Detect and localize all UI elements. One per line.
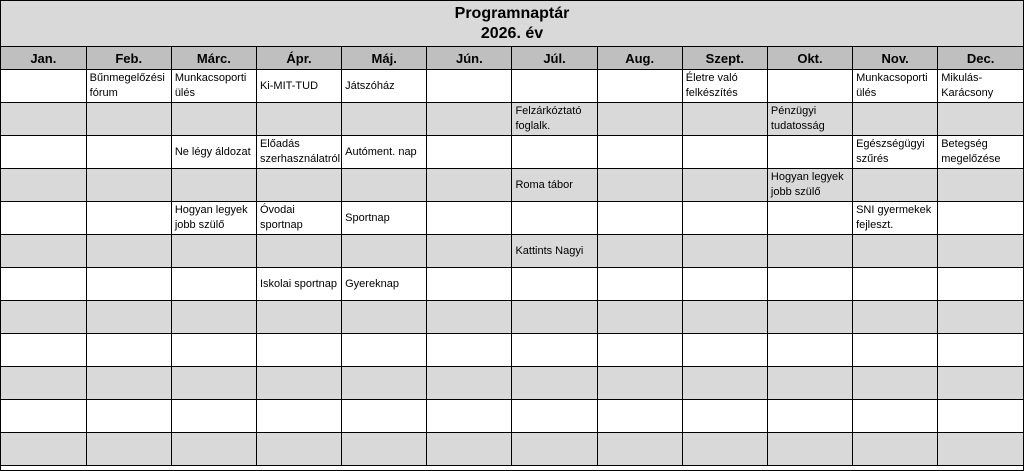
calendar-cell[interactable] <box>86 235 171 268</box>
calendar-cell[interactable]: SNI gyermekek fejleszt. <box>853 202 938 235</box>
calendar-cell[interactable] <box>597 400 682 433</box>
calendar-cell[interactable] <box>512 136 597 169</box>
calendar-cell[interactable] <box>767 202 852 235</box>
month-header: Szept. <box>682 47 767 70</box>
calendar-cell[interactable] <box>682 103 767 136</box>
calendar-cell[interactable] <box>86 103 171 136</box>
calendar-cell[interactable] <box>682 268 767 301</box>
calendar-cell[interactable] <box>342 235 427 268</box>
calendar-row <box>1 103 1023 136</box>
calendar-cell[interactable] <box>512 433 597 466</box>
calendar-cell[interactable] <box>86 400 171 433</box>
calendar-cell[interactable] <box>938 103 1023 136</box>
calendar-cell[interactable] <box>256 400 341 433</box>
calendar-cell[interactable]: Ki-MIT-TUD <box>256 70 341 103</box>
calendar-cell[interactable]: Gyereknap <box>342 268 427 301</box>
calendar-cell[interactable] <box>512 400 597 433</box>
month-header: Aug. <box>597 47 682 70</box>
calendar-cell[interactable] <box>938 169 1023 202</box>
calendar-cell[interactable] <box>597 169 682 202</box>
month-header: Nov. <box>853 47 938 70</box>
calendar-cell[interactable] <box>1 301 86 334</box>
calendar-cell[interactable] <box>767 136 852 169</box>
calendar-cell[interactable] <box>256 169 341 202</box>
calendar-cell[interactable] <box>1 367 86 400</box>
calendar-cell[interactable] <box>512 268 597 301</box>
calendar-cell[interactable] <box>171 367 256 400</box>
calendar-cell[interactable] <box>682 400 767 433</box>
calendar-cell[interactable] <box>597 202 682 235</box>
calendar-cell[interactable] <box>597 268 682 301</box>
month-header: Júl. <box>512 47 597 70</box>
calendar-cell[interactable]: Hogyan legyek jobb szülő <box>171 202 256 235</box>
calendar-cell[interactable] <box>512 367 597 400</box>
calendar-cell[interactable] <box>86 334 171 367</box>
calendar-cell[interactable] <box>597 136 682 169</box>
calendar-cell[interactable] <box>342 301 427 334</box>
calendar-row <box>1 400 1023 433</box>
calendar-cell[interactable] <box>427 169 512 202</box>
calendar-title: Programnaptár <box>454 5 570 22</box>
calendar-table <box>1 47 1023 466</box>
calendar-cell[interactable] <box>1 334 86 367</box>
calendar-cell[interactable]: Hogyan legyek jobb szülő <box>767 169 852 202</box>
calendar-cell[interactable]: Előadás szerhasználatról <box>256 136 341 169</box>
calendar-cell[interactable] <box>342 334 427 367</box>
calendar-cell[interactable] <box>342 400 427 433</box>
calendar-cell[interactable]: Felzárkóztató foglalk. <box>512 103 597 136</box>
calendar-cell[interactable] <box>767 235 852 268</box>
calendar-cell[interactable] <box>1 400 86 433</box>
calendar-cell[interactable] <box>767 70 852 103</box>
calendar-cell[interactable] <box>938 400 1023 433</box>
calendar-cell[interactable] <box>1 433 86 466</box>
calendar-cell[interactable] <box>853 367 938 400</box>
calendar-cell[interactable] <box>853 235 938 268</box>
calendar-cell[interactable] <box>256 235 341 268</box>
calendar-cell[interactable]: Sportnap <box>342 202 427 235</box>
calendar-cell[interactable] <box>597 235 682 268</box>
calendar-cell[interactable] <box>682 433 767 466</box>
calendar-cell[interactable] <box>171 400 256 433</box>
calendar-cell[interactable] <box>767 433 852 466</box>
calendar-cell[interactable] <box>427 433 512 466</box>
calendar-cell[interactable] <box>1 103 86 136</box>
calendar-cell[interactable] <box>171 334 256 367</box>
calendar-cell[interactable]: Mikulás-Karácsony <box>938 70 1023 103</box>
calendar-row <box>1 334 1023 367</box>
calendar-cell[interactable] <box>512 334 597 367</box>
calendar-cell[interactable] <box>342 169 427 202</box>
calendar-cell[interactable] <box>767 334 852 367</box>
calendar-cell[interactable]: Kattints Nagyi <box>512 235 597 268</box>
month-header: Jún. <box>427 47 512 70</box>
calendar-row <box>1 202 1023 235</box>
calendar-cell[interactable] <box>767 400 852 433</box>
calendar-cell[interactable] <box>256 433 341 466</box>
calendar-cell[interactable]: Autóment. nap <box>342 136 427 169</box>
month-header: Ápr. <box>256 47 341 70</box>
title-block <box>1 1 1023 47</box>
calendar-cell[interactable] <box>256 103 341 136</box>
calendar-cell[interactable] <box>938 301 1023 334</box>
calendar-cell[interactable]: Iskolai sportnap <box>256 268 341 301</box>
calendar-cell[interactable]: Bűnmegelőzési fórum <box>86 70 171 103</box>
calendar-cell[interactable] <box>427 202 512 235</box>
month-header: Feb. <box>86 47 171 70</box>
calendar-cell[interactable] <box>1 202 86 235</box>
calendar-cell[interactable] <box>256 334 341 367</box>
calendar-cell[interactable]: Munkacsoporti ülés <box>853 70 938 103</box>
month-header-row <box>1 47 1023 70</box>
calendar-row <box>1 136 1023 169</box>
calendar-cell[interactable]: Roma tábor <box>512 169 597 202</box>
calendar-cell[interactable] <box>853 268 938 301</box>
calendar-cell[interactable] <box>1 169 86 202</box>
calendar-cell[interactable] <box>512 70 597 103</box>
calendar-cell[interactable] <box>427 268 512 301</box>
calendar-cell[interactable] <box>171 268 256 301</box>
calendar-cell[interactable] <box>767 301 852 334</box>
calendar-cell[interactable] <box>86 136 171 169</box>
calendar-cell[interactable] <box>1 70 86 103</box>
calendar-row <box>1 367 1023 400</box>
calendar-cell[interactable] <box>1 136 86 169</box>
calendar-cell[interactable] <box>597 103 682 136</box>
calendar-cell[interactable] <box>427 103 512 136</box>
calendar-cell[interactable] <box>512 301 597 334</box>
month-header: Máj. <box>342 47 427 70</box>
calendar-row <box>1 268 1023 301</box>
calendar-row <box>1 433 1023 466</box>
calendar-cell[interactable]: Munkacsoporti ülés <box>171 70 256 103</box>
calendar-cell[interactable] <box>938 367 1023 400</box>
calendar-cell[interactable] <box>597 334 682 367</box>
calendar-cell[interactable] <box>597 70 682 103</box>
month-header: Okt. <box>767 47 852 70</box>
calendar-cell[interactable]: Életre való felkészítés <box>682 70 767 103</box>
calendar-cell[interactable] <box>427 301 512 334</box>
calendar-cell[interactable] <box>597 433 682 466</box>
calendar-cell[interactable] <box>86 169 171 202</box>
calendar-cell[interactable] <box>938 433 1023 466</box>
calendar-cell[interactable] <box>427 367 512 400</box>
calendar-cell[interactable]: Ne légy áldozat <box>171 136 256 169</box>
calendar-cell[interactable] <box>86 433 171 466</box>
calendar-cell[interactable] <box>682 169 767 202</box>
calendar-cell[interactable] <box>171 103 256 136</box>
calendar-cell[interactable] <box>512 202 597 235</box>
calendar-cell[interactable] <box>427 400 512 433</box>
calendar-row <box>1 70 1023 103</box>
calendar-cell[interactable] <box>342 433 427 466</box>
calendar-body <box>1 70 1023 466</box>
calendar-cell[interactable] <box>597 367 682 400</box>
calendar-cell[interactable] <box>427 235 512 268</box>
month-header: Jan. <box>1 47 86 70</box>
calendar-cell[interactable] <box>86 301 171 334</box>
calendar-cell[interactable] <box>938 202 1023 235</box>
calendar-cell[interactable]: Pénzügyi tudatosság <box>767 103 852 136</box>
calendar-cell[interactable] <box>427 334 512 367</box>
calendar-cell[interactable] <box>682 334 767 367</box>
calendar-cell[interactable] <box>682 136 767 169</box>
calendar-cell[interactable] <box>682 235 767 268</box>
calendar-cell[interactable] <box>853 433 938 466</box>
calendar-cell[interactable] <box>938 268 1023 301</box>
calendar-cell[interactable] <box>938 334 1023 367</box>
calendar-cell[interactable] <box>1 235 86 268</box>
calendar-cell[interactable] <box>853 400 938 433</box>
calendar-cell[interactable] <box>427 136 512 169</box>
calendar-cell[interactable]: Játszóház <box>342 70 427 103</box>
calendar-cell[interactable] <box>853 103 938 136</box>
calendar-cell[interactable] <box>682 202 767 235</box>
calendar-cell[interactable] <box>171 433 256 466</box>
calendar-cell[interactable] <box>597 301 682 334</box>
calendar-cell[interactable] <box>938 235 1023 268</box>
calendar-cell[interactable] <box>767 367 852 400</box>
month-header: Márc. <box>171 47 256 70</box>
calendar-cell[interactable] <box>171 301 256 334</box>
calendar-cell[interactable] <box>767 268 852 301</box>
calendar-cell[interactable] <box>853 301 938 334</box>
calendar-cell[interactable] <box>1 268 86 301</box>
calendar-row <box>1 169 1023 202</box>
calendar-cell[interactable] <box>853 169 938 202</box>
calendar-cell[interactable] <box>256 367 341 400</box>
calendar-cell[interactable] <box>171 169 256 202</box>
calendar-cell[interactable] <box>86 367 171 400</box>
calendar-cell[interactable] <box>682 367 767 400</box>
calendar-cell[interactable] <box>682 301 767 334</box>
calendar-cell[interactable]: Egészségügyi szűrés <box>853 136 938 169</box>
calendar-row <box>1 301 1023 334</box>
calendar-cell[interactable]: Betegség megelőzése <box>938 136 1023 169</box>
calendar-cell[interactable] <box>256 301 341 334</box>
calendar-cell[interactable] <box>342 103 427 136</box>
calendar-cell[interactable] <box>86 268 171 301</box>
month-header: Dec. <box>938 47 1023 70</box>
calendar-cell[interactable] <box>342 367 427 400</box>
calendar-cell[interactable] <box>853 334 938 367</box>
calendar-cell[interactable] <box>171 235 256 268</box>
calendar-row <box>1 235 1023 268</box>
calendar-cell[interactable] <box>427 70 512 103</box>
calendar-cell[interactable] <box>86 202 171 235</box>
calendar-cell[interactable]: Óvodai sportnap <box>256 202 341 235</box>
calendar-year: 2026. év <box>480 25 544 42</box>
